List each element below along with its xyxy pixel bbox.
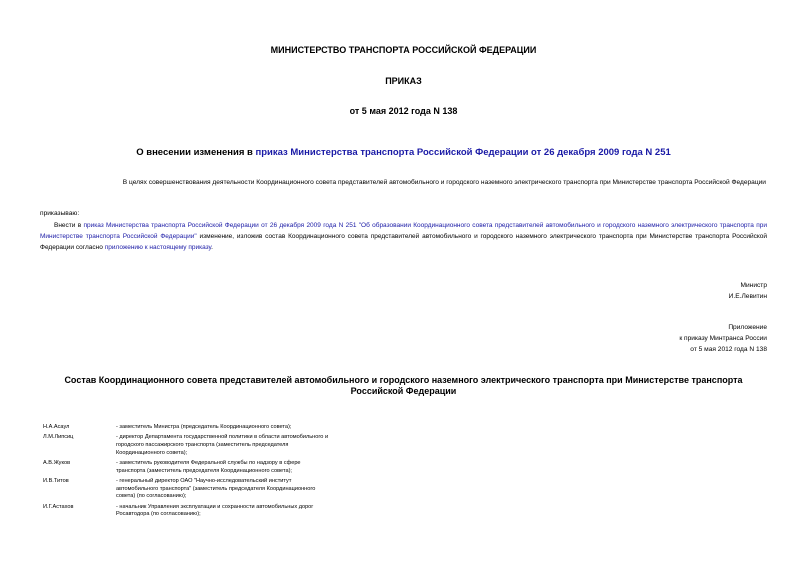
appendix-line-3: от 5 мая 2012 года N 138 [690,346,767,353]
appendix-reference [679,322,767,355]
list-item [43,434,363,457]
order-word: приказываю: [40,210,80,217]
member-role: - заместитель руководителя Федеральной службы по надзору в сфере транспорта (заместитель председателя Координационного совета); [116,459,301,474]
member-name: И.В.Титов [43,477,69,484]
signature-role: Министр [740,282,767,289]
order-251-link[interactable]: приказ Министерства транспорта Российской Федерации от 26 декабря 2009 года N 251 "Об образовании Координационного совета представителей автомобильного и городского наземного электрического транспорта при Министерстве транспорта Российской Федерации" [40,222,767,240]
appendix-link[interactable]: приложению к настоящему приказу [104,244,212,251]
members-list [43,424,363,522]
body-start: Внести в [54,222,84,229]
list-item [43,424,363,432]
appendix-line-1: Приложение [728,324,767,331]
order-body [40,220,767,253]
title-prefix: О внесении изменения в [136,147,256,158]
appendix-line-2: к приказу Минтранса России [679,335,767,342]
body-end: . [211,244,213,251]
body-middle: изменение, изложив состав Координационного совета представителей автомобильного и городского наземного электрического транспорта при Министерстве транспорта Российской Федерации согласно [40,233,767,251]
member-name: Л.М.Липсиц [43,434,74,441]
ministry-heading: МИНИСТЕРСТВО ТРАНСПОРТА РОССИЙСКОЙ ФЕДЕРАЦИИ [270,45,537,55]
list-item [43,504,363,519]
member-role: - начальник Управления эксплуатации и сохранности автомобильных дорог Росавтодора (по согласованию); [116,503,314,518]
member-name: Н.А.Асаул [43,424,70,430]
signature-name: И.Е.Левитин [728,293,767,300]
composition-title: Состав Координационного совета представителей автомобильного и городского наземного электрического транспорта при Министерстве транспорта Российской Федерации [64,375,743,396]
member-role: - директор Департамента государственной политики в области автомобильного и городского пассажирского транспорта (заместитель председателя Координационного совета); [116,434,329,456]
member-name: А.В.Жуков [43,459,71,466]
member-role: - заместитель Министра (председатель Координационного совета); [116,424,292,430]
preamble-text: В целях совершенствования деятельности Координационного совета представителей автомобильного и городского наземного электрического транспорта при Министерстве транспорта Российской Федерации [122,179,766,186]
list-item [43,478,363,501]
list-item [43,460,363,475]
doc-type-heading: ПРИКАЗ [385,76,422,86]
title-order-link[interactable]: приказ Министерства транспорта Российской Федерации от 26 декабря 2009 года N 251 [255,147,671,158]
member-role: - генеральный директор ОАО "Научно-исследовательский институт автомобильного транспорта" (заместитель председателя Координационного совета) (по согласованию); [116,477,316,500]
doc-date-number: от 5 мая 2012 года N 138 [349,106,458,116]
member-name: И.Г.Астахов [43,503,74,510]
document-title [0,147,807,158]
